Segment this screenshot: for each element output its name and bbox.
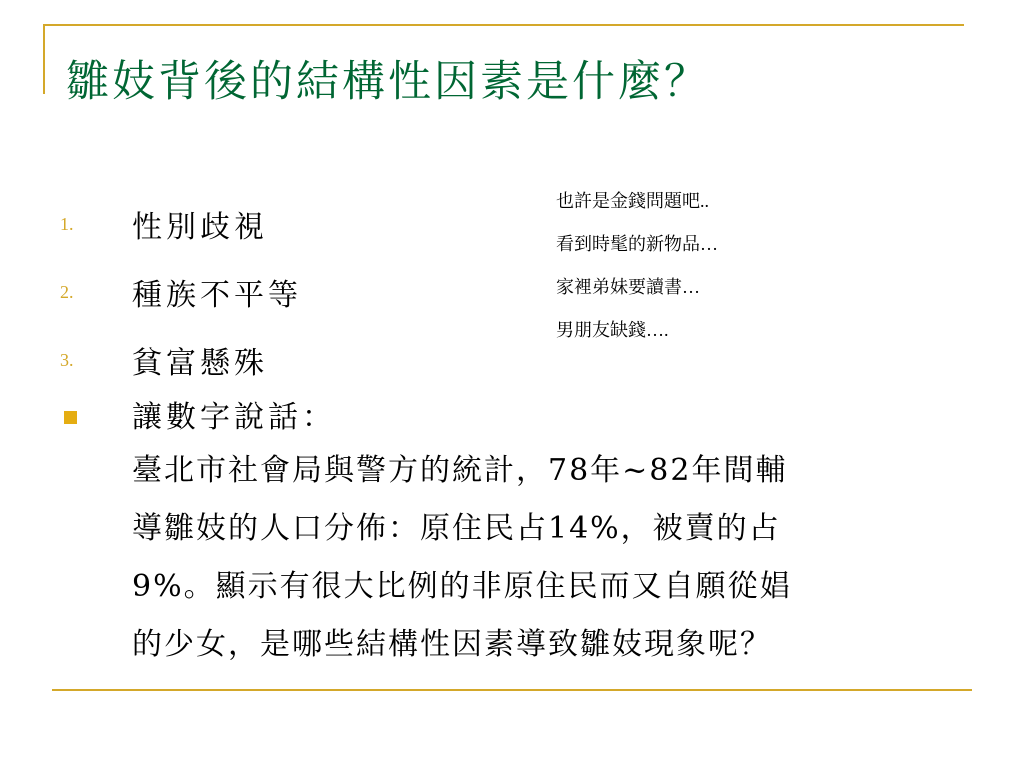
stats-line: 的少女，是哪些結構性因素導致雛妓現象呢？	[132, 627, 772, 662]
side-note-list	[556, 180, 718, 352]
top-rule	[44, 24, 964, 26]
left-rule	[43, 24, 45, 94]
factor-item	[60, 258, 302, 326]
factor-number: 2.	[60, 281, 74, 302]
side-note-item: 看到時髦的新物品…	[556, 234, 718, 254]
factor-text: 貧富懸殊	[132, 346, 268, 381]
factor-item	[60, 190, 302, 258]
factor-number: 1.	[60, 213, 74, 234]
slide-title: 雛妓背後的結構性因素是什麼？	[66, 57, 710, 107]
stats-line: 導雛妓的人口分佈：原住民占14%，被賣的占	[132, 511, 781, 546]
side-note-item: 家裡弟妹要讀書…	[556, 277, 700, 297]
square-bullet-icon	[64, 411, 77, 424]
factor-text: 種族不平等	[132, 278, 302, 313]
stats-line: 9%。顯示有很大比例的非原住民而又自願從娼	[132, 569, 792, 604]
side-note-item: 男朋友缺錢….	[556, 320, 669, 340]
factor-list	[60, 190, 302, 394]
stats-line: 臺北市社會局與警方的統計，78年~82年間輔	[132, 453, 788, 488]
stats-heading: 讓數字說話：	[132, 400, 336, 435]
bottom-rule	[52, 689, 972, 691]
side-note-item: 也許是金錢問題吧..	[556, 191, 709, 211]
stats-paragraph	[132, 442, 932, 674]
factor-number: 3.	[60, 349, 74, 370]
factor-text: 性別歧視	[132, 210, 268, 245]
factor-item	[60, 326, 302, 394]
